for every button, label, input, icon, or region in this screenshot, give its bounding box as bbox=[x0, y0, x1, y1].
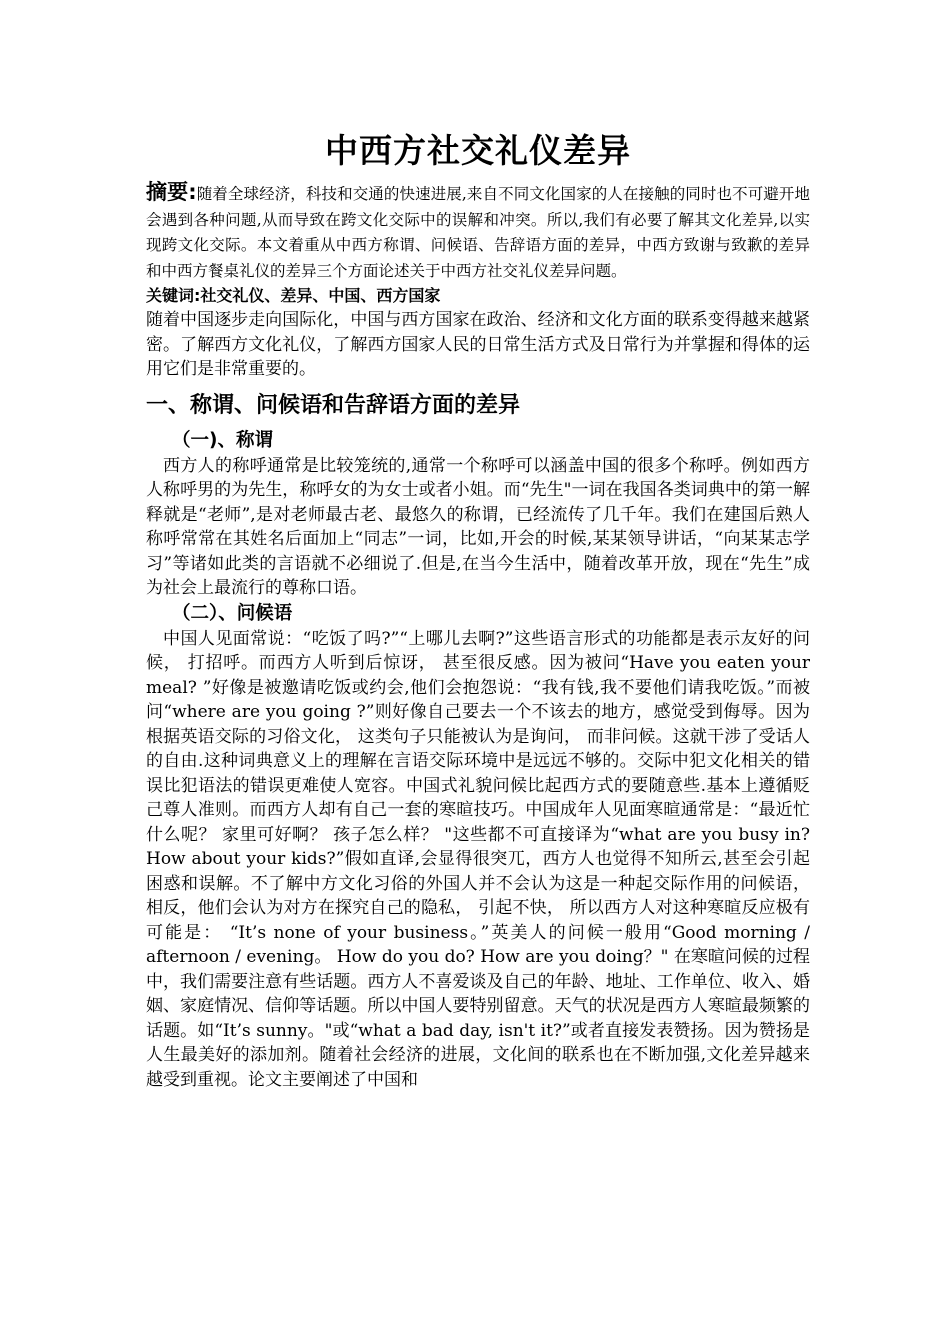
keywords-label: 关键词: bbox=[146, 286, 201, 305]
abstract-label: 摘要: bbox=[146, 180, 197, 204]
section-heading-1: 一、称谓、问候语和告辞语方面的差异 bbox=[146, 392, 521, 418]
abstract-paragraph bbox=[146, 180, 810, 284]
abstract-text: 随着全球经济，科技和交通的快速进展,来自不同文化国家的人在接触的同时也不可避开地会遇到各种问题,从而导致在跨文化交际中的误解和冲突。所以,我们有必要了解其文化差异,以实现跨文化交际。本文着重从中西方称谓、问候语、告辞语方面的差异，中西方致谢与致歉的差异和中西方餐桌礼仪的差异三个方面论述关于中西方社交礼仪差异问题。 bbox=[146, 185, 810, 280]
titles-paragraph: 西方人的称呼通常是比较笼统的,通常一个称呼可以涵盖中国的很多个称呼。例如西方人称呼男的为先生，称呼女的为女士或者小姐。而“先生"一词在我国各类词典中的第一解释就是“老师”,是对老师最古老、最悠久的称谓，已经流传了几千年。我们在建国后熟人称呼常常在其姓名后面加上“同志”一词，比如,开会的时候,某某领导讲话，“向某某志学习”等诸如此类的言语就不必细说了.但是,在当今生活中，随着改革开放，现在“先生”成为社会上最流行的尊称口语。 bbox=[146, 455, 810, 598]
keywords-line bbox=[146, 284, 810, 308]
document-title: 中西方社交礼仪差异 bbox=[325, 131, 631, 170]
subsection-heading-titles: （一)、称谓 bbox=[172, 429, 273, 451]
greetings-paragraph: 中国人见面常说：“吃饭了吗?”“上哪儿去啊?”这些语言形式的功能都是表示友好的问候， 打招呼。而西方人听到后惊讶， 甚至很反感。因为被问“Have you eaten your meal? ”好像是被邀请吃饭或约会,他们会抱怨说：“我有钱,我不要他们请我吃饭。”而被问“where are you going ?”则好像自己要去一个不该去的地方，感觉受到侮辱。因为根据英语交际的习俗文化， 这类句子只能被认为是询问， 而非问候。这就干涉了受话人的自由.这种词典意义上的理解在言语交际环境中是远远不够的。交际中犯文化相关的错误比犯语法的错误更难使人宽容。中国式礼貌问候比起西方式的要随意些.基本上遵循贬己尊人准则。而西方人却有自己一套的寒暄技巧。中国成年人见面寒暄通常是：“最近忙什么呢？ 家里可好啊？ 孩子怎么样？ "这些都不可直接译为“what are you busy in? How about your kids?”假如直译,会显得很突兀，西方人也觉得不知所云,甚至会引起困惑和误解。不了解中方文化习俗的外国人并不会认为这是一种起交际作用的问候语， 相反，他们会认为对方在探究自己的隐私， 引起不快， 所以西方人对这种寒暄反应极有可能是： “It’s none of your business。”英美人的问候一般用“Good morning / afternoon / evening。 How do you do? How are you doing？" 在寒暄问候的过程中，我们需要注意有些话题。西方人不喜爱谈及自己的年龄、地址、工作单位、收入、婚姻、家庭情况、信仰等话题。所以中国人要特别留意。天气的状况是西方人寒暄最频繁的话题。如“It’s sunny。"或“what a bad day, isn't it?”或者直接发表赞扬。因为赞扬是人生最美好的添加剂。随着社会经济的进展，文化间的联系也在不断加强,文化差异越来越受到重视。论文主要阐述了中国和 bbox=[146, 628, 810, 1090]
keywords-text: 社交礼仪、差异、中国、西方国家 bbox=[200, 286, 441, 305]
intro-paragraph: 随着中国逐步走向国际化，中国与西方国家在政治、经济和文化方面的联系变得越来越紧密。了解西方文化礼仪，了解西方国家人民的日常生活方式及日常行为并掌握和得体的运用它们是非常重要的。 bbox=[146, 310, 810, 379]
subsection-heading-greetings: （二）、问候语 bbox=[172, 602, 293, 624]
